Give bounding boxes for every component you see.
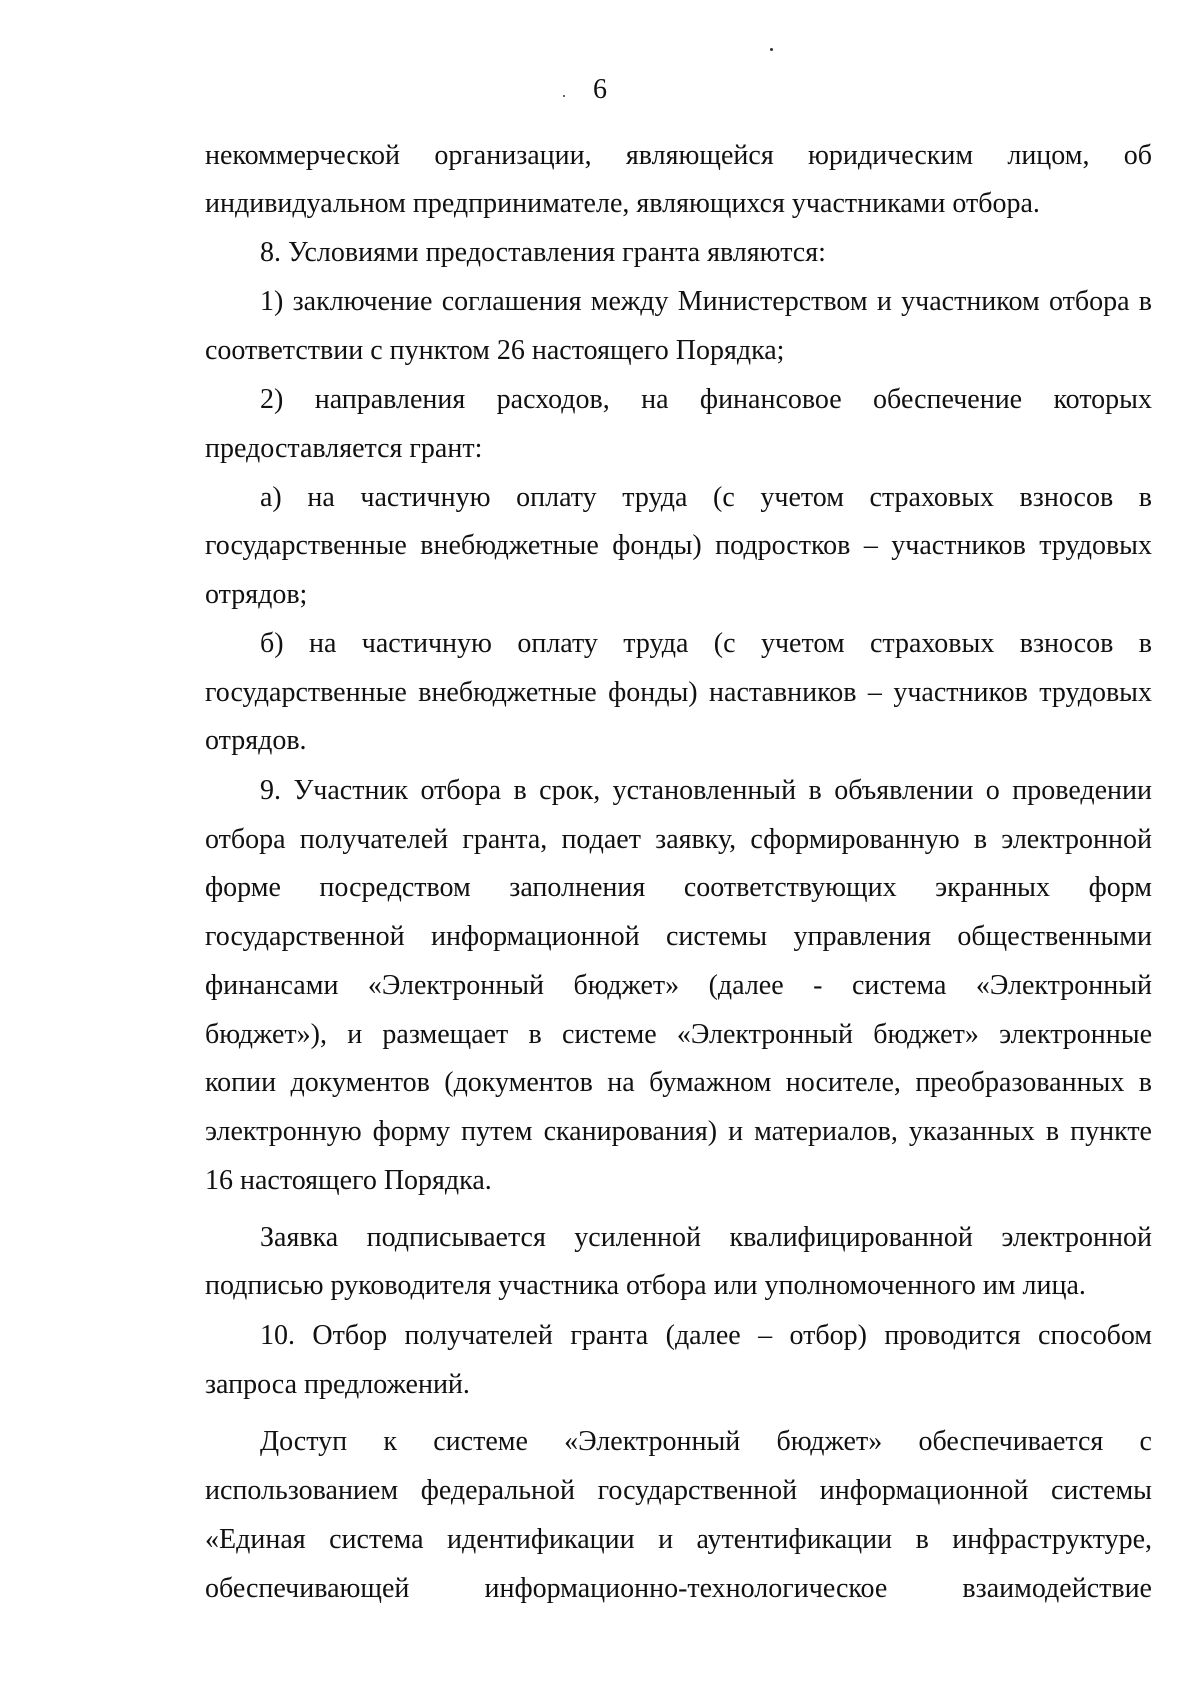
text-line: отбора получателей гранта, подает заявку, сформированную в электронной — [205, 824, 1152, 855]
text-line: подписью руководителя участника отбора или уполномоченного им лица. — [205, 1270, 1086, 1301]
text-line: а) на частичную оплату труда (с учетом страховых взносов в — [260, 482, 1152, 513]
text-line: государственной информационной системы управления общественными — [205, 921, 1152, 952]
text-line: 2) направления расходов, на финансовое обеспечение которых — [260, 384, 1152, 415]
text-line: Доступ к системе «Электронный бюджет» обеспечивается с — [260, 1426, 1152, 1457]
text-line: 16 настоящего Порядка. — [205, 1165, 492, 1196]
text-line: финансами «Электронный бюджет» (далее - система «Электронный — [205, 970, 1152, 1001]
text-line: 1) заключение соглашения между Министерством и участником отбора в — [260, 286, 1152, 317]
text-line: форме посредством заполнения соответствующих экранных форм — [205, 872, 1152, 903]
text-line: б) на частичную оплату труда (с учетом страховых взносов в — [260, 628, 1152, 659]
text-line: отрядов; — [205, 579, 308, 610]
text-line: 10. Отбор получателей гранта (далее – отбор) проводится способом — [260, 1320, 1152, 1351]
text-line: электронную форму путем сканирования) и материалов, указанных в пункте — [205, 1116, 1152, 1147]
text-line: использованием федеральной государственной информационной системы — [205, 1475, 1152, 1506]
page-number: 6 — [593, 74, 607, 105]
text-line: индивидуальном предпринимателе, являющихся участниками отбора. — [205, 188, 1040, 219]
text-line: некоммерческой организации, являющейся юридическим лицом, об — [205, 140, 1152, 171]
text-line: отрядов. — [205, 725, 307, 756]
text-line: бюджет»), и размещает в системе «Электронный бюджет» электронные — [205, 1019, 1152, 1050]
text-line: соответствии с пунктом 26 настоящего Порядка; — [205, 335, 785, 366]
text-line: государственные внебюджетные фонды) подростков – участников трудовых — [205, 530, 1152, 561]
text-line: обеспечивающей информационно-технологическое взаимодействие — [205, 1573, 1152, 1604]
scan-speck — [770, 48, 773, 51]
text-line: государственные внебюджетные фонды) наставников – участников трудовых — [205, 677, 1152, 708]
text-line: предоставляется грант: — [205, 433, 483, 464]
text-line: запроса предложений. — [205, 1369, 470, 1400]
text-line: Заявка подписывается усиленной квалифицированной электронной — [260, 1222, 1152, 1253]
text-line: 9. Участник отбора в срок, установленный в объявлении о проведении — [260, 775, 1152, 806]
text-line: копии документов (документов на бумажном носителе, преобразованных в — [205, 1067, 1152, 1098]
text-line: 8. Условиями предоставления гранта являются: — [260, 237, 826, 268]
text-line: «Единая система идентификации и аутентификации в инфраструктуре, — [205, 1524, 1152, 1555]
